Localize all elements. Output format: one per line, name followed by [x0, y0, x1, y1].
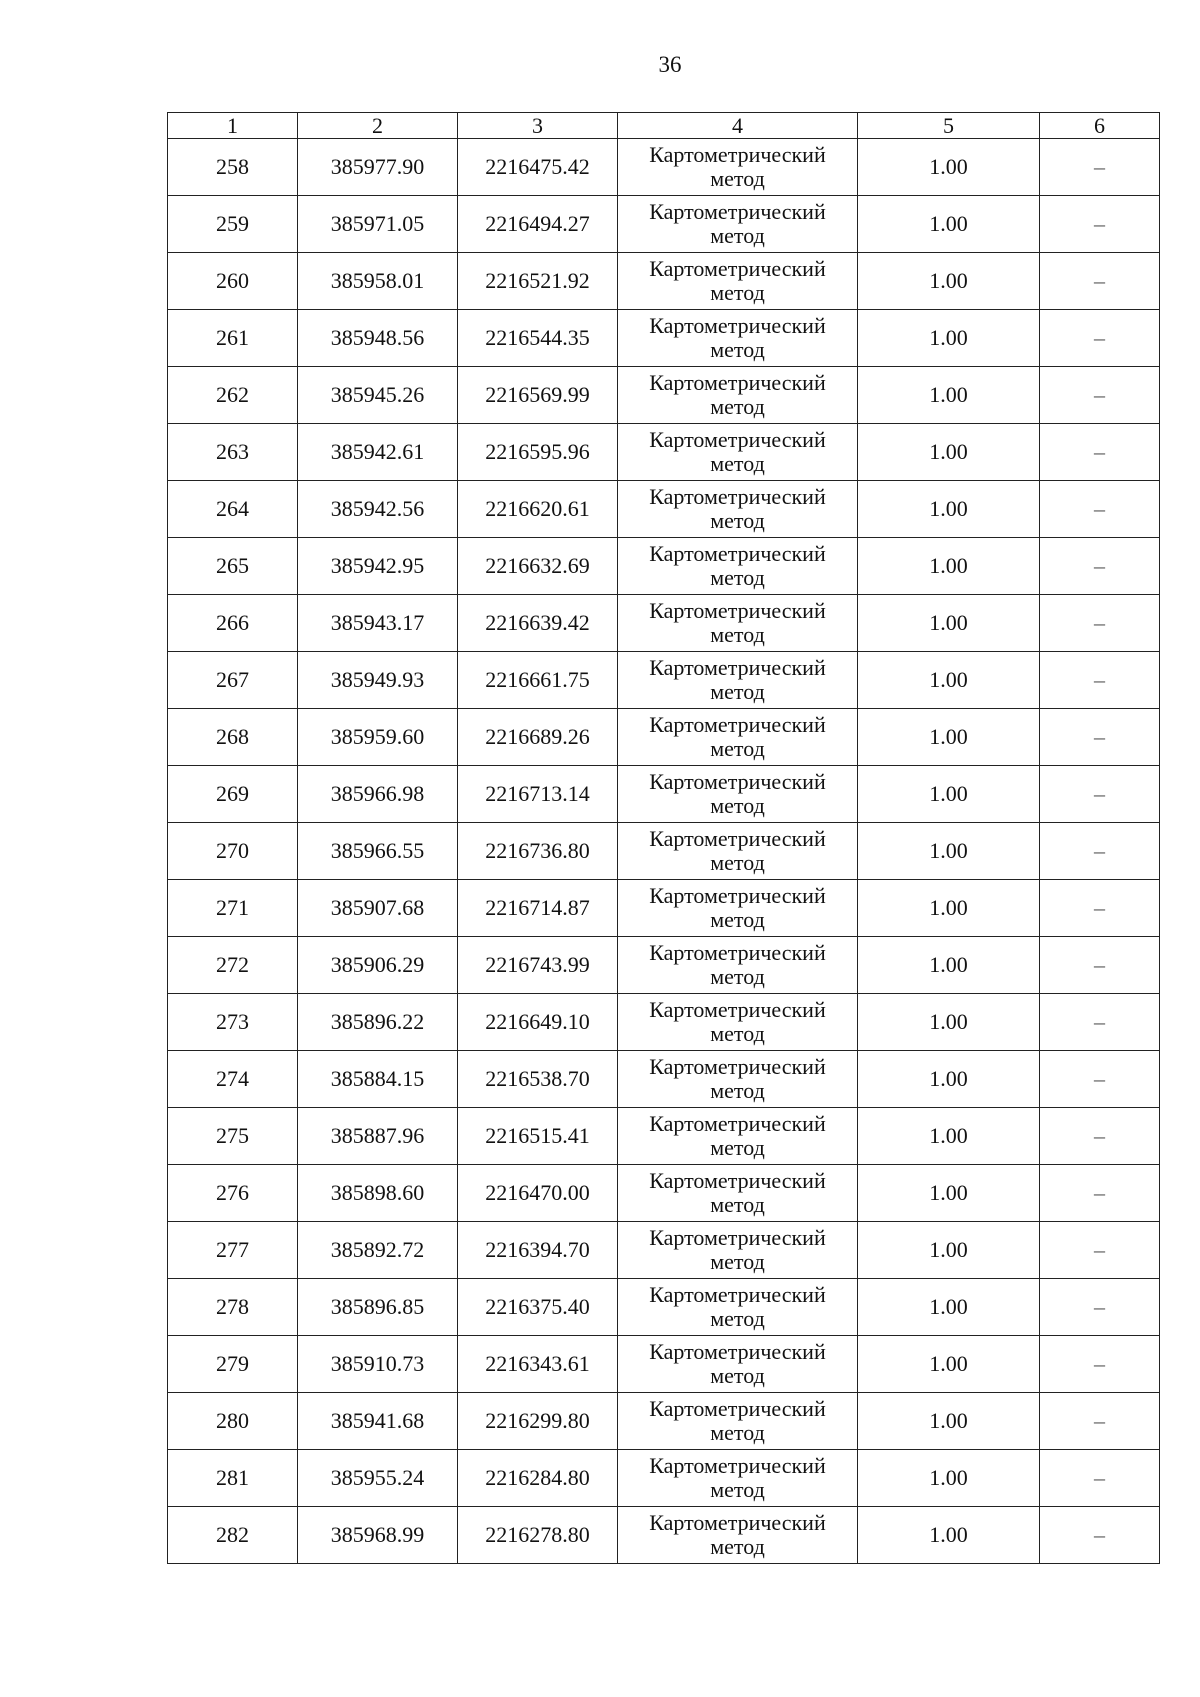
- y-coordinate-cell: 2216661.75: [458, 652, 618, 709]
- y-coordinate-cell: 2216394.70: [458, 1222, 618, 1279]
- table-row: [168, 1336, 1160, 1393]
- y-coordinate-cell: 2216284.80: [458, 1450, 618, 1507]
- x-coordinate-cell: 385945.26: [298, 367, 458, 424]
- x-coordinate-cell: 385949.93: [298, 652, 458, 709]
- note-cell: –: [1040, 1279, 1160, 1336]
- accuracy-cell: 1.00: [858, 1108, 1040, 1165]
- table-row: [168, 766, 1160, 823]
- x-coordinate-cell: 385968.99: [298, 1507, 458, 1564]
- note-cell: –: [1040, 196, 1160, 253]
- method-cell: [618, 709, 858, 766]
- note-cell: –: [1040, 1165, 1160, 1222]
- x-coordinate-cell: 385910.73: [298, 1336, 458, 1393]
- accuracy-cell: 1.00: [858, 652, 1040, 709]
- note-cell: –: [1040, 1051, 1160, 1108]
- method-cell: [618, 310, 858, 367]
- note-cell: –: [1040, 766, 1160, 823]
- x-coordinate-cell: 385977.90: [298, 139, 458, 196]
- accuracy-cell: 1.00: [858, 1336, 1040, 1393]
- accuracy-cell: 1.00: [858, 595, 1040, 652]
- method-cell: [618, 1336, 858, 1393]
- note-cell: –: [1040, 823, 1160, 880]
- accuracy-cell: 1.00: [858, 937, 1040, 994]
- method-line-1: Картометрический: [649, 1168, 826, 1193]
- y-coordinate-cell: 2216714.87: [458, 880, 618, 937]
- accuracy-cell: 1.00: [858, 766, 1040, 823]
- method-cell: [618, 766, 858, 823]
- y-coordinate-cell: 2216743.99: [458, 937, 618, 994]
- x-coordinate-cell: 385907.68: [298, 880, 458, 937]
- method-cell: [618, 481, 858, 538]
- column-header-1: 1: [168, 113, 298, 139]
- x-coordinate-cell: 385906.29: [298, 937, 458, 994]
- table-row: [168, 880, 1160, 937]
- y-coordinate-cell: 2216649.10: [458, 994, 618, 1051]
- method-line-1: Картометрический: [649, 427, 826, 452]
- point-number-cell: 281: [168, 1450, 298, 1507]
- x-coordinate-cell: 385896.22: [298, 994, 458, 1051]
- method-line-1: Картометрический: [649, 598, 826, 623]
- note-cell: –: [1040, 994, 1160, 1051]
- y-coordinate-cell: 2216569.99: [458, 367, 618, 424]
- page-number: 36: [658, 52, 682, 77]
- method-cell: [618, 1507, 858, 1564]
- y-coordinate-cell: 2216343.61: [458, 1336, 618, 1393]
- note-cell: –: [1040, 310, 1160, 367]
- method-cell: [618, 424, 858, 481]
- method-cell: [618, 880, 858, 937]
- method-cell: [618, 253, 858, 310]
- method-line-1: Картометрический: [649, 1339, 826, 1364]
- method-cell: [618, 367, 858, 424]
- column-header-4: 4: [618, 113, 858, 139]
- method-line-2: метод: [710, 1534, 765, 1559]
- header-row: [168, 113, 1160, 139]
- accuracy-cell: 1.00: [858, 367, 1040, 424]
- x-coordinate-cell: 385892.72: [298, 1222, 458, 1279]
- point-number-cell: 266: [168, 595, 298, 652]
- point-number-cell: 276: [168, 1165, 298, 1222]
- table-row: [168, 481, 1160, 538]
- method-cell: [618, 1165, 858, 1222]
- x-coordinate-cell: 385943.17: [298, 595, 458, 652]
- method-line-2: метод: [710, 508, 765, 533]
- column-header-5: 5: [858, 113, 1040, 139]
- method-line-2: метод: [710, 1021, 765, 1046]
- accuracy-cell: 1.00: [858, 823, 1040, 880]
- table-row: [168, 937, 1160, 994]
- method-line-1: Картометрический: [649, 1225, 826, 1250]
- note-cell: –: [1040, 1450, 1160, 1507]
- accuracy-cell: 1.00: [858, 994, 1040, 1051]
- method-line-1: Картометрический: [649, 769, 826, 794]
- accuracy-cell: 1.00: [858, 310, 1040, 367]
- point-number-cell: 258: [168, 139, 298, 196]
- accuracy-cell: 1.00: [858, 538, 1040, 595]
- accuracy-cell: 1.00: [858, 1222, 1040, 1279]
- method-line-1: Картометрический: [649, 997, 826, 1022]
- method-cell: [618, 1051, 858, 1108]
- point-number-cell: 262: [168, 367, 298, 424]
- y-coordinate-cell: 2216632.69: [458, 538, 618, 595]
- method-line-2: метод: [710, 1078, 765, 1103]
- y-coordinate-cell: 2216736.80: [458, 823, 618, 880]
- x-coordinate-cell: 385958.01: [298, 253, 458, 310]
- x-coordinate-cell: 385896.85: [298, 1279, 458, 1336]
- y-coordinate-cell: 2216515.41: [458, 1108, 618, 1165]
- note-cell: –: [1040, 139, 1160, 196]
- note-cell: –: [1040, 937, 1160, 994]
- method-line-1: Картометрический: [649, 826, 826, 851]
- y-coordinate-cell: 2216475.42: [458, 139, 618, 196]
- note-cell: –: [1040, 367, 1160, 424]
- method-line-1: Картометрический: [649, 1282, 826, 1307]
- method-line-2: метод: [710, 622, 765, 647]
- method-cell: [618, 595, 858, 652]
- method-line-2: метод: [710, 850, 765, 875]
- point-number-cell: 272: [168, 937, 298, 994]
- table-row: [168, 709, 1160, 766]
- note-cell: –: [1040, 1507, 1160, 1564]
- accuracy-cell: 1.00: [858, 1165, 1040, 1222]
- x-coordinate-cell: 385941.68: [298, 1393, 458, 1450]
- method-line-2: метод: [710, 1420, 765, 1445]
- method-line-2: метод: [710, 793, 765, 818]
- table-row: [168, 1051, 1160, 1108]
- method-line-1: Картометрический: [649, 883, 826, 908]
- y-coordinate-cell: 2216639.42: [458, 595, 618, 652]
- x-coordinate-cell: 385942.61: [298, 424, 458, 481]
- method-cell: [618, 823, 858, 880]
- table-row: [168, 367, 1160, 424]
- table-row: [168, 424, 1160, 481]
- note-cell: –: [1040, 1336, 1160, 1393]
- table-row: [168, 253, 1160, 310]
- y-coordinate-cell: 2216713.14: [458, 766, 618, 823]
- accuracy-cell: 1.00: [858, 253, 1040, 310]
- accuracy-cell: 1.00: [858, 1051, 1040, 1108]
- method-line-2: метод: [710, 1306, 765, 1331]
- note-cell: –: [1040, 481, 1160, 538]
- note-cell: –: [1040, 652, 1160, 709]
- method-line-2: метод: [710, 451, 765, 476]
- point-number-cell: 267: [168, 652, 298, 709]
- point-number-cell: 265: [168, 538, 298, 595]
- table-body: [168, 139, 1160, 1564]
- accuracy-cell: 1.00: [858, 1450, 1040, 1507]
- x-coordinate-cell: 385966.98: [298, 766, 458, 823]
- accuracy-cell: 1.00: [858, 1393, 1040, 1450]
- x-coordinate-cell: 385948.56: [298, 310, 458, 367]
- method-line-1: Картометрический: [649, 1453, 826, 1478]
- method-line-2: метод: [710, 1249, 765, 1274]
- method-line-2: метод: [710, 679, 765, 704]
- point-number-cell: 259: [168, 196, 298, 253]
- method-line-1: Картометрический: [649, 484, 826, 509]
- note-cell: –: [1040, 1108, 1160, 1165]
- method-line-1: Картометрический: [649, 199, 826, 224]
- method-line-1: Картометрический: [649, 142, 826, 167]
- method-cell: [618, 652, 858, 709]
- table-row: [168, 310, 1160, 367]
- y-coordinate-cell: 2216494.27: [458, 196, 618, 253]
- point-number-cell: 263: [168, 424, 298, 481]
- point-number-cell: 282: [168, 1507, 298, 1564]
- point-number-cell: 275: [168, 1108, 298, 1165]
- point-number-cell: 277: [168, 1222, 298, 1279]
- method-line-2: метод: [710, 736, 765, 761]
- point-number-cell: 280: [168, 1393, 298, 1450]
- method-line-2: метод: [710, 337, 765, 362]
- column-header-6: 6: [1040, 113, 1160, 139]
- note-cell: –: [1040, 538, 1160, 595]
- table-row: [168, 1222, 1160, 1279]
- point-number-cell: 268: [168, 709, 298, 766]
- method-line-1: Картометрический: [649, 370, 826, 395]
- table-row: [168, 994, 1160, 1051]
- method-line-1: Картометрический: [649, 541, 826, 566]
- y-coordinate-cell: 2216595.96: [458, 424, 618, 481]
- method-line-1: Картометрический: [649, 1111, 826, 1136]
- method-cell: [618, 994, 858, 1051]
- y-coordinate-cell: 2216620.61: [458, 481, 618, 538]
- method-line-2: метод: [710, 1363, 765, 1388]
- table-row: [168, 1507, 1160, 1564]
- x-coordinate-cell: 385884.15: [298, 1051, 458, 1108]
- x-coordinate-cell: 385966.55: [298, 823, 458, 880]
- table-row: [168, 1393, 1160, 1450]
- accuracy-cell: 1.00: [858, 709, 1040, 766]
- accuracy-cell: 1.00: [858, 196, 1040, 253]
- table-row: [168, 595, 1160, 652]
- method-line-2: метод: [710, 964, 765, 989]
- table-row: [168, 538, 1160, 595]
- table-row: [168, 1279, 1160, 1336]
- method-cell: [618, 1450, 858, 1507]
- method-line-2: метод: [710, 223, 765, 248]
- y-coordinate-cell: 2216299.80: [458, 1393, 618, 1450]
- method-line-2: метод: [710, 166, 765, 191]
- point-number-cell: 260: [168, 253, 298, 310]
- point-number-cell: 273: [168, 994, 298, 1051]
- point-number-cell: 274: [168, 1051, 298, 1108]
- method-cell: [618, 139, 858, 196]
- column-header-3: 3: [458, 113, 618, 139]
- column-header-2: 2: [298, 113, 458, 139]
- method-line-1: Картометрический: [649, 655, 826, 680]
- y-coordinate-cell: 2216521.92: [458, 253, 618, 310]
- y-coordinate-cell: 2216470.00: [458, 1165, 618, 1222]
- method-line-2: метод: [710, 1477, 765, 1502]
- point-number-cell: 270: [168, 823, 298, 880]
- point-number-cell: 278: [168, 1279, 298, 1336]
- method-cell: [618, 196, 858, 253]
- x-coordinate-cell: 385887.96: [298, 1108, 458, 1165]
- x-coordinate-cell: 385942.95: [298, 538, 458, 595]
- method-cell: [618, 1108, 858, 1165]
- x-coordinate-cell: 385955.24: [298, 1450, 458, 1507]
- accuracy-cell: 1.00: [858, 139, 1040, 196]
- accuracy-cell: 1.00: [858, 1279, 1040, 1336]
- y-coordinate-cell: 2216544.35: [458, 310, 618, 367]
- y-coordinate-cell: 2216538.70: [458, 1051, 618, 1108]
- method-cell: [618, 1279, 858, 1336]
- x-coordinate-cell: 385971.05: [298, 196, 458, 253]
- method-line-1: Картометрический: [649, 940, 826, 965]
- method-line-1: Картометрический: [649, 712, 826, 737]
- y-coordinate-cell: 2216278.80: [458, 1507, 618, 1564]
- x-coordinate-cell: 385942.56: [298, 481, 458, 538]
- point-number-cell: 269: [168, 766, 298, 823]
- note-cell: –: [1040, 1222, 1160, 1279]
- coordinates-table: [167, 112, 1160, 1564]
- table-row: [168, 1108, 1160, 1165]
- table-row: [168, 652, 1160, 709]
- method-line-2: метод: [710, 280, 765, 305]
- method-line-1: Картометрический: [649, 313, 826, 338]
- point-number-cell: 264: [168, 481, 298, 538]
- note-cell: –: [1040, 709, 1160, 766]
- point-number-cell: 279: [168, 1336, 298, 1393]
- table-row: [168, 139, 1160, 196]
- table-row: [168, 1165, 1160, 1222]
- method-line-2: метод: [710, 907, 765, 932]
- point-number-cell: 261: [168, 310, 298, 367]
- note-cell: –: [1040, 1393, 1160, 1450]
- method-line-2: метод: [710, 1135, 765, 1160]
- point-number-cell: 271: [168, 880, 298, 937]
- method-line-2: метод: [710, 565, 765, 590]
- method-line-2: метод: [710, 394, 765, 419]
- x-coordinate-cell: 385898.60: [298, 1165, 458, 1222]
- accuracy-cell: 1.00: [858, 1507, 1040, 1564]
- accuracy-cell: 1.00: [858, 424, 1040, 481]
- table-row: [168, 1450, 1160, 1507]
- table-header: [168, 113, 1160, 139]
- method-cell: [618, 1222, 858, 1279]
- method-cell: [618, 1393, 858, 1450]
- y-coordinate-cell: 2216689.26: [458, 709, 618, 766]
- table-row: [168, 196, 1160, 253]
- accuracy-cell: 1.00: [858, 880, 1040, 937]
- method-line-1: Картометрический: [649, 1510, 826, 1535]
- x-coordinate-cell: 385959.60: [298, 709, 458, 766]
- note-cell: –: [1040, 595, 1160, 652]
- method-line-2: метод: [710, 1192, 765, 1217]
- accuracy-cell: 1.00: [858, 481, 1040, 538]
- note-cell: –: [1040, 880, 1160, 937]
- method-line-1: Картометрический: [649, 1396, 826, 1421]
- method-line-1: Картометрический: [649, 256, 826, 281]
- note-cell: –: [1040, 253, 1160, 310]
- y-coordinate-cell: 2216375.40: [458, 1279, 618, 1336]
- method-line-1: Картометрический: [649, 1054, 826, 1079]
- method-cell: [618, 937, 858, 994]
- table-row: [168, 823, 1160, 880]
- method-cell: [618, 538, 858, 595]
- note-cell: –: [1040, 424, 1160, 481]
